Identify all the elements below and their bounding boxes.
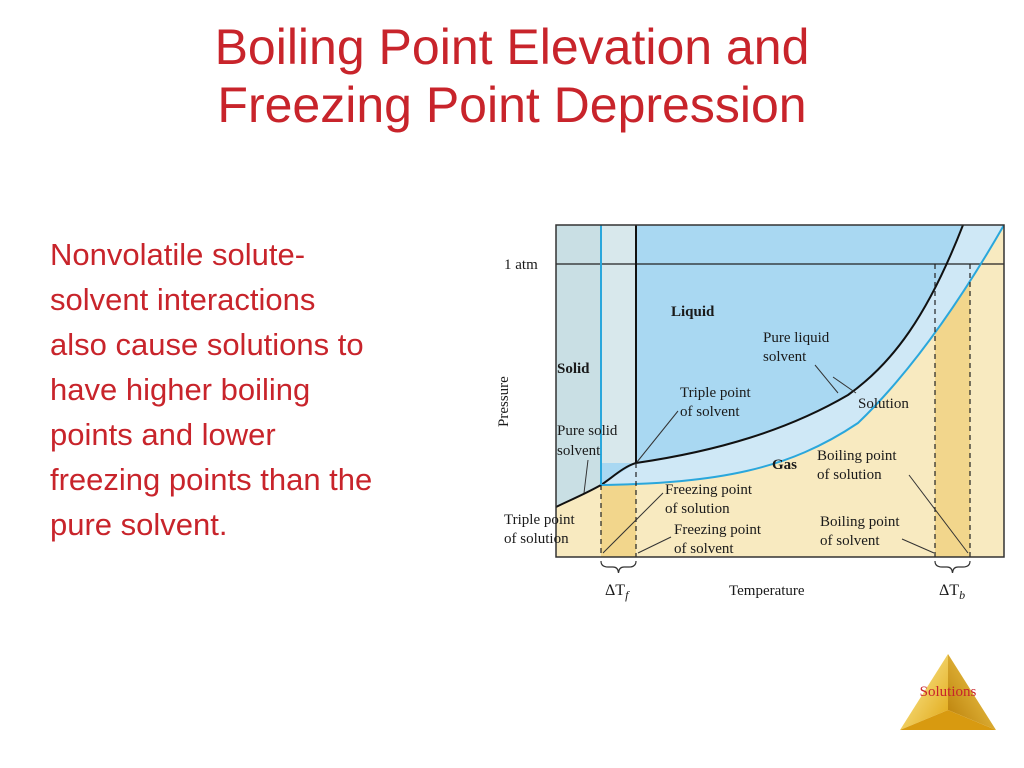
bp-solvent-label-2: of solvent [820,533,880,549]
pure-solid-label-1: Pure solid [557,423,618,439]
delta-tb-subscript: b [959,588,966,602]
body-text [50,232,480,547]
pure-liquid-label-1: Pure liquid [763,330,830,346]
delta-tf-main: ΔT [605,582,626,599]
bp-solution-label-2: of solution [817,467,882,483]
fp-solvent-label-2: of solvent [674,541,734,557]
body-line: points and lower [50,417,276,452]
title-line-2: Freezing Point Depression [217,77,807,133]
delta-tf-label [605,582,630,602]
solution-label: Solution [858,396,909,412]
delta-tb-main: ΔT [939,582,960,599]
pure-solid-label-2: solvent [557,443,601,459]
delta-tb-label [939,582,965,602]
gas-label: Gas [772,457,798,473]
delta-tb-brace [935,561,970,573]
solid-label: Solid [557,361,590,377]
bp-solution-label-1: Boiling point [817,448,897,464]
delta-tf-brace [601,561,636,573]
fp-solution-label-2: of solution [665,501,730,517]
body-line: freezing points than the [50,462,373,497]
slide-title [0,18,1024,134]
y-axis-label: Pressure [496,376,512,427]
bp-solvent-label-1: Boiling point [820,514,900,530]
body-line: Nonvolatile solute- [50,237,306,272]
triple-solution-label-1: Triple point [504,512,575,528]
title-line-1: Boiling Point Elevation and [214,19,810,75]
delta-tf-subscript: f [625,588,629,602]
x-axis-label: Temperature [729,583,805,599]
fp-solvent-label-1: Freezing point [674,522,762,538]
triple-solvent-label-2: of solvent [680,404,740,420]
liquid-label: Liquid [671,304,715,320]
logo-text: Solutions [919,684,977,700]
phase-diagram [488,215,1013,605]
triple-solution-label-2: of solution [504,531,569,547]
body-line: also cause solutions to [50,327,364,362]
solutions-logo [896,650,1000,736]
triple-solvent-label-1: Triple point [680,385,751,401]
pressure-tick-label: 1 atm [504,257,538,273]
fp-solution-label-1: Freezing point [665,482,753,498]
pure-liquid-label-2: solvent [763,349,807,365]
body-line: have higher boiling [50,372,311,407]
body-line: pure solvent. [50,507,228,542]
body-line: solvent interactions [50,282,316,317]
